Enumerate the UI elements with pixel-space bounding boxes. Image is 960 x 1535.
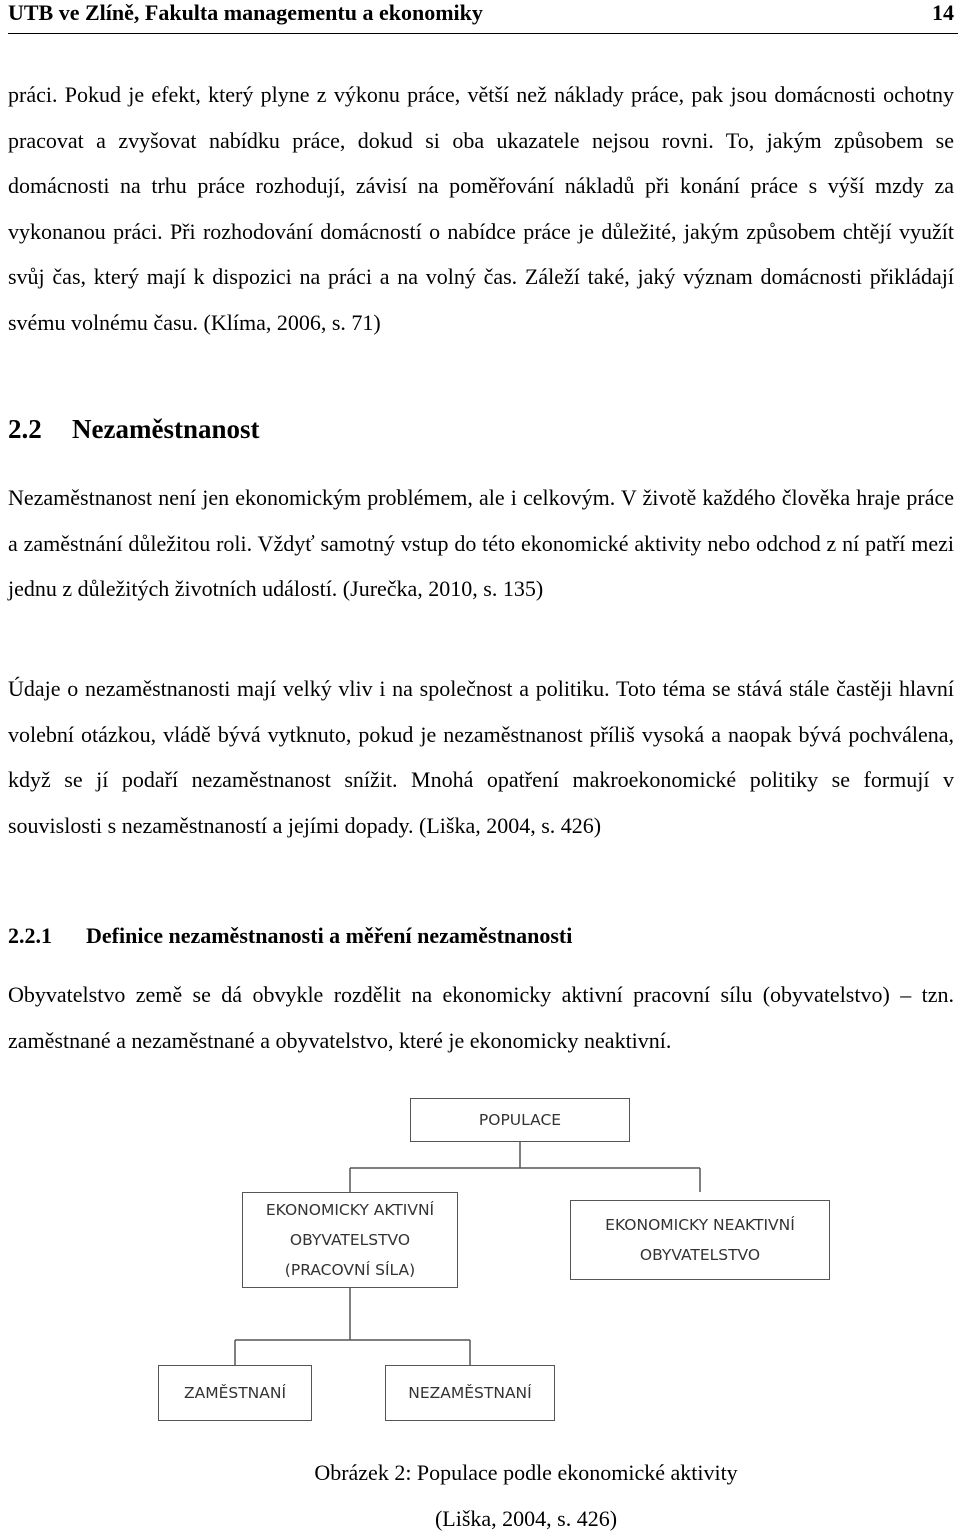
- population-diagram: [0, 1090, 960, 1450]
- node-economically-inactive: [570, 1200, 830, 1280]
- header-title: UTB ve Zlíně, Fakulta managementu a ekonomiky: [8, 0, 483, 25]
- node-employed-label: ZAMĚSTNANÍ: [183, 1384, 287, 1402]
- node-active-line-3: (PRACOVNÍ SÍLA): [284, 1261, 416, 1279]
- subsection-number: 2.2.1: [8, 923, 52, 948]
- node-population-label: POPULACE: [478, 1111, 562, 1129]
- section-title: Nezaměstnanost: [72, 414, 260, 444]
- section-heading-2-2-1: [8, 923, 572, 949]
- node-inactive-line-2: OBYVATELSTVO: [639, 1246, 761, 1264]
- node-population: [410, 1098, 630, 1142]
- node-inactive-line-1: EKONOMICKY NEAKTIVNÍ: [605, 1216, 795, 1234]
- section-number: 2.2: [8, 414, 42, 444]
- paragraph-work-supply: práci. Pokud je efekt, který plyne z výkonu práce, větší než náklady práce, pak jsou domácnosti ochotny pracovat a zvyšovat nabídku práce, dokud si oba ukazatele nejsou rovni. To, jakým způsobem se domácnosti na trhu práce rozhodují, závisí na poměřování nákladů při konání práce s výší mzdy za vykonanou práci. Při rozhodování domácností o nabídce práce je důležité, jakým způsobem chtějí využít svůj čas, který mají k dispozici na práci a na volný čas. Záleží také, jaký význam domácnosti přikládají svému volnému času. (Klíma, 2006, s. 71): [8, 82, 954, 335]
- subsection-title: Definice nezaměstnanosti a měření nezaměstnanosti: [86, 923, 573, 948]
- paragraph-unemployment-intro: Nezaměstnanost není jen ekonomickým problémem, ale i celkovým. V životě každého člověka hraje práce a zaměstnání důležitou roli. Vždyť samotný vstup do této ekonomické aktivity nebo odchod z ní patří mezi jednu z důležitých životních událostí. (Jurečka, 2010, s. 135): [8, 485, 954, 602]
- page-number: 14: [932, 0, 954, 25]
- paragraph-unemployment-politics: Údaje o nezaměstnanosti mají velký vliv i na společnost a politiku. Toto téma se stává stále častěji hlavní volební otázkou, vládě bývá vytknuto, pokud je nezaměstnanost příliš vysoká a naopak bývá pochválena, když se jí podaří nezaměstnanost snížit. Mnohá opatření makroekonomické politiky se formují v souvislosti s nezaměstnaností a jejími dopady. (Liška, 2004, s. 426): [8, 676, 954, 838]
- node-employed: [158, 1365, 312, 1421]
- figure-source: (Liška, 2004, s. 426): [434, 1506, 618, 1531]
- header-rule: [8, 33, 958, 34]
- node-active-line-1: EKONOMICKY AKTIVNÍ: [265, 1201, 435, 1219]
- figure-caption: Obrázek 2: Populace podle ekonomické aktivity: [314, 1460, 738, 1485]
- section-heading-2-2: [8, 414, 259, 445]
- node-economically-active: [242, 1192, 458, 1288]
- paragraph-population-division: Obyvatelstvo země se dá obvykle rozdělit na ekonomicky aktivní pracovní sílu (obyvatelstvo) – tzn. zaměstnané a nezaměstnané a obyvatelstvo, které je ekonomicky neaktivní.: [8, 982, 954, 1053]
- node-active-line-2: OBYVATELSTVO: [289, 1231, 411, 1249]
- page-header: [8, 0, 958, 30]
- node-unemployed: [385, 1365, 555, 1421]
- node-unemployed-label: NEZAMĚSTNANÍ: [408, 1384, 532, 1402]
